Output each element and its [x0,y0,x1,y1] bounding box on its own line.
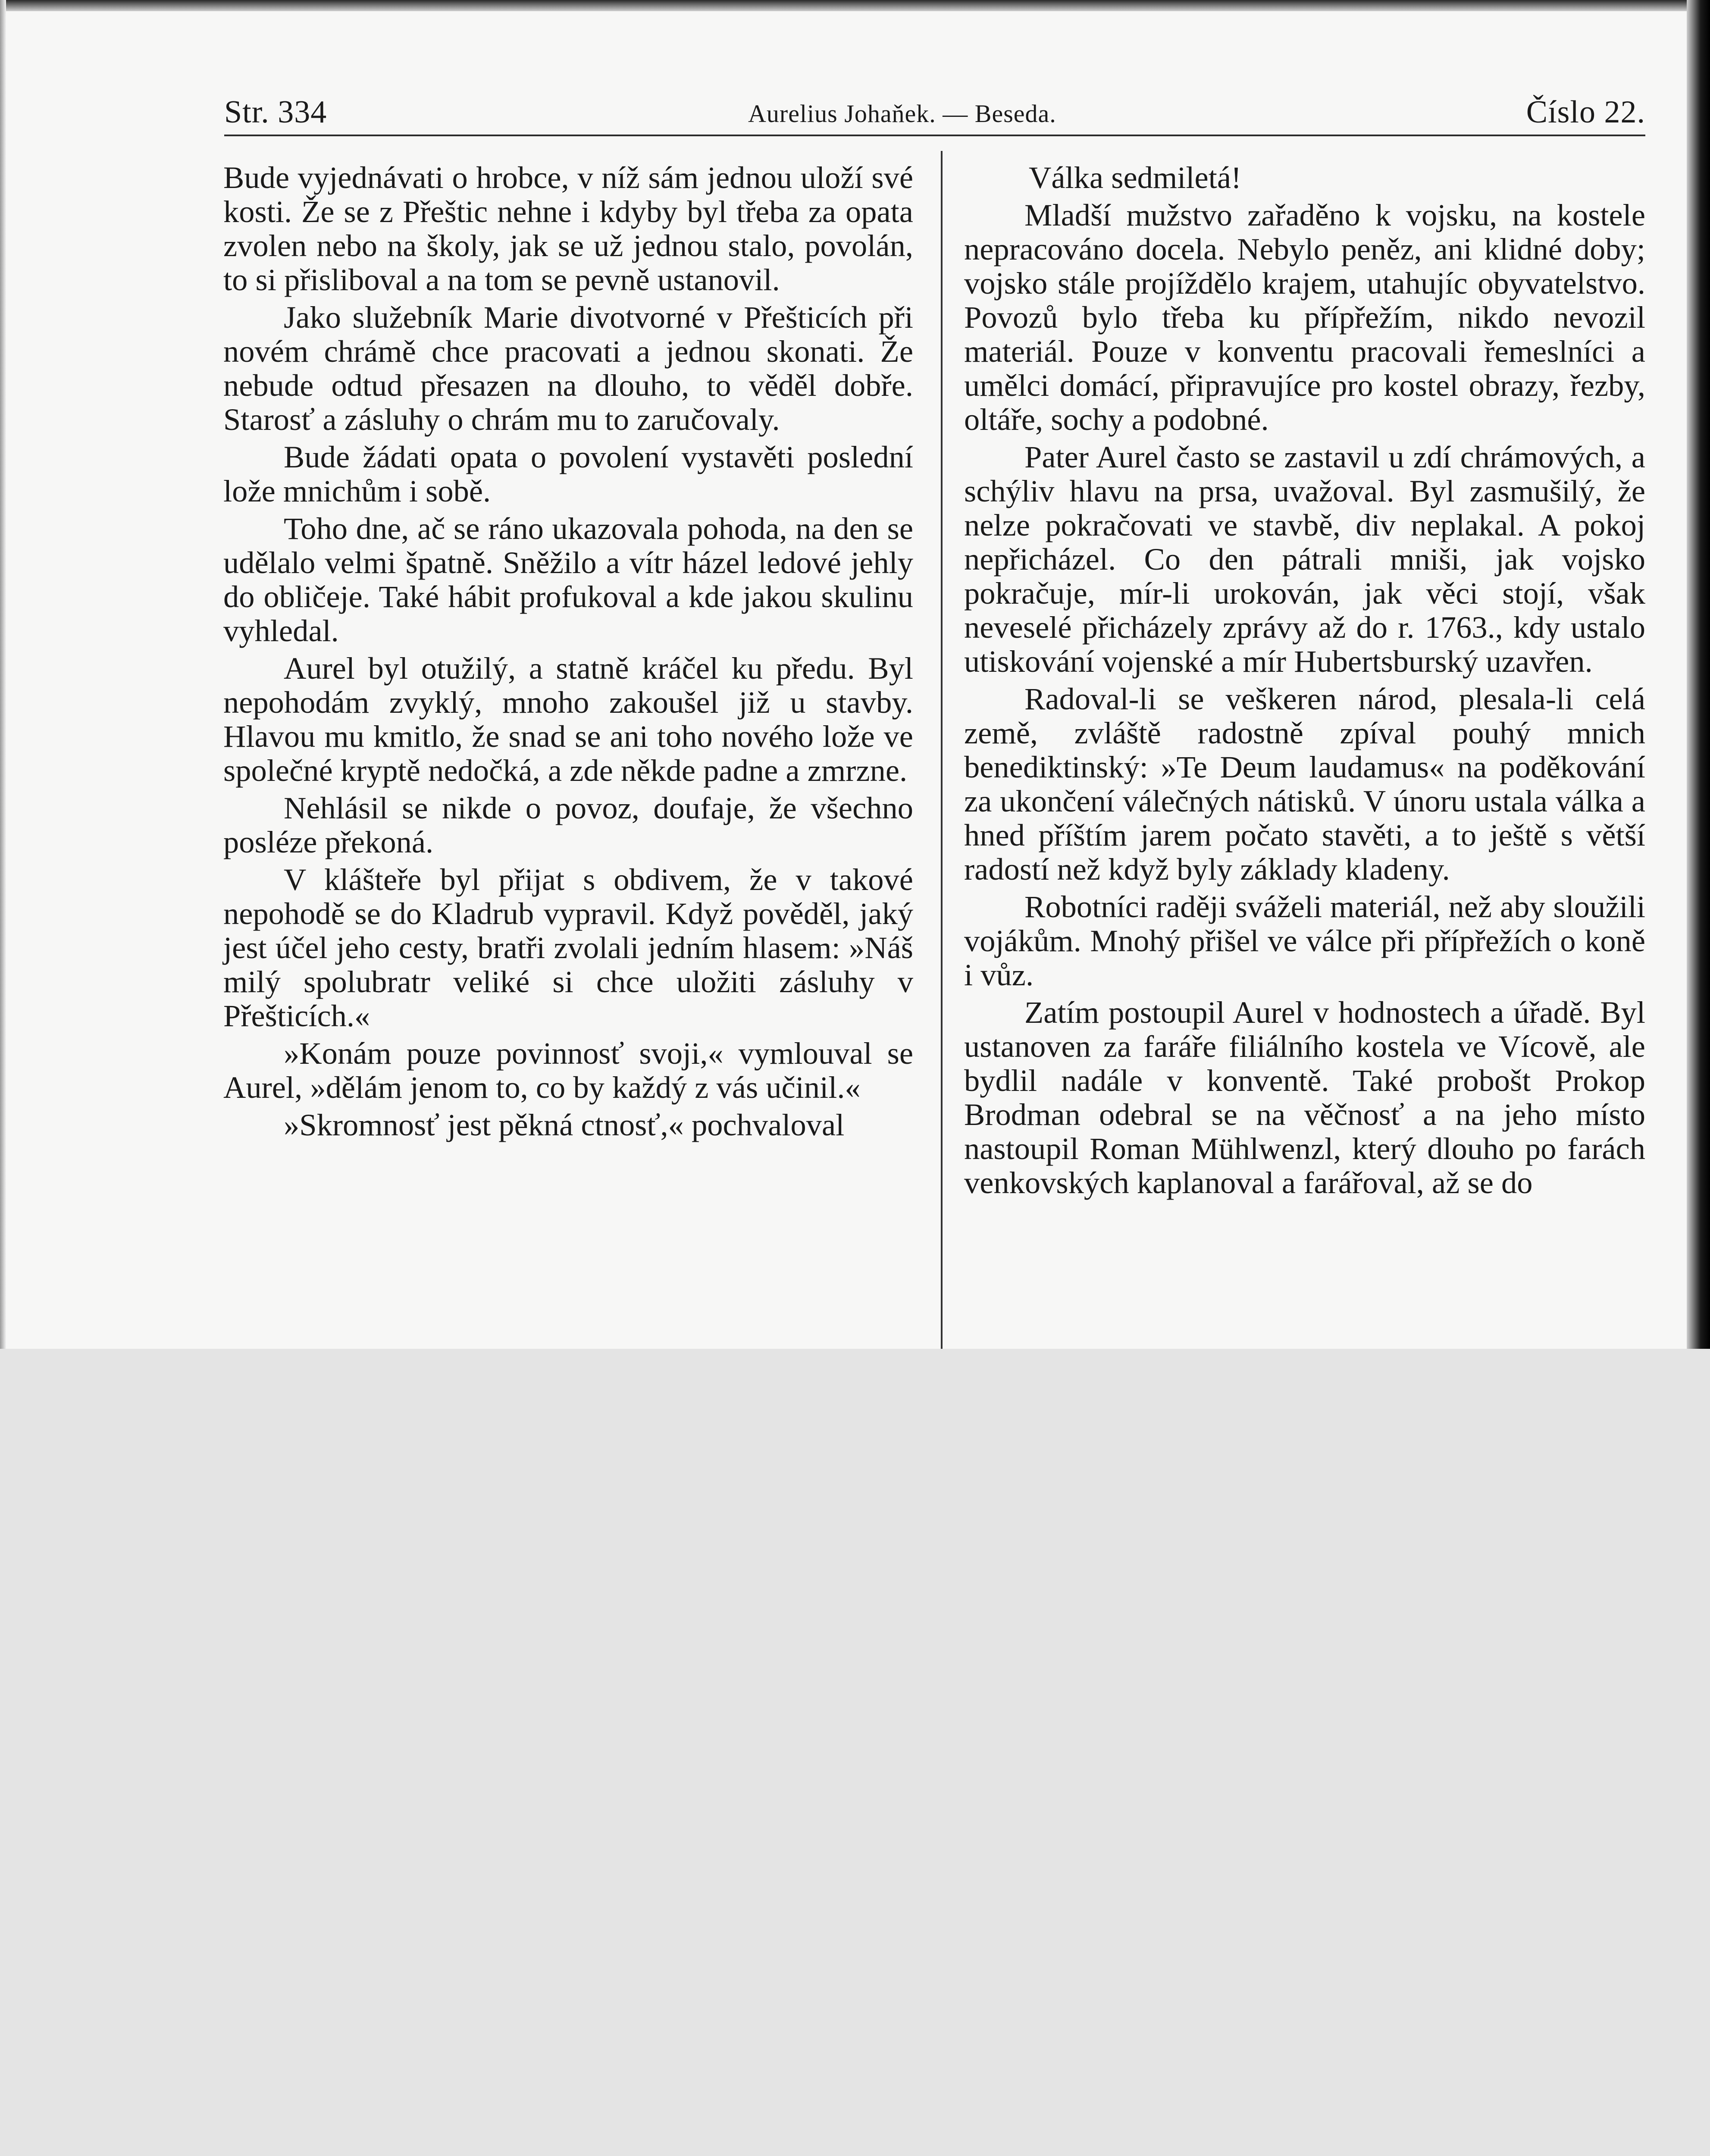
paragraph: Jako služebník Marie divotvorné v Přešticích při novém chrámě chce pracovati a jednou skonati. Že nebude odtud přesazen na dlouho, to věděl dobře. Starosť a zásluhy o chrám mu to zaručovaly. [223,300,913,437]
running-title: Aurelius Johaňek. — Beseda. [748,100,1056,128]
paragraph: Aurel byl otužilý, a statně kráčel ku předu. Byl nepohodám zvyklý, mnoho zakoušel již u stavby. Hlavou mu kmitlo, že snad se ani toho nového lože ve společné kryptě nedočká, a zde někde padne a zmrzne. [223,651,913,788]
paragraph: Bude žádati opata o povolení vystavěti poslední lože mnichům i sobě. [223,439,913,508]
paragraph: Robotníci raději sváželi materiál, než aby sloužili vojákům. Mnohý přišel ve válce při přípřežích o koně i vůz. [964,889,1645,992]
scan-edge-left [0,0,6,1349]
scan-edge-top [0,0,1710,11]
paragraph: Toho dne, ač se ráno ukazovala pohoda, na den se udělalo velmi špatně. Sněžilo a vítr házel ledové jehly do obličeje. Také hábit profukoval a kde jakou skulinu vyhledal. [223,511,913,648]
scan-edge-right [1687,0,1710,1349]
running-header [224,94,1645,133]
left-column [223,160,913,1145]
paragraph: »Skromnosť jest pěkná ctnosť,« pochvaloval [284,1107,845,1142]
column-divider [941,151,943,1349]
header-rule [224,135,1645,136]
paragraph: Radoval-li se veškeren národ, plesala-li celá země, zvláště radostně zpíval pouhý mnich benediktinský: »Te Deum laudamus« na poděkování za ukončení válečných nátisků. V únoru ustala válka a hned příštím jarem počato stavěti, a to ještě s větší radostí než když byly základy kladeny. [964,681,1645,887]
paragraph: Pater Aurel často se zastavil u zdí chrámových, a schýliv hlavu na prsa, uvažoval. Byl zasmušilý, že nelze pokračovati ve stavbě, div neplakal. A pokoj nepřicházel. Co den pátrali mniši, jak vojsko pokračuje, mír-li urokován, jak věci stojí, však neveselé přicházely zprávy až do r. 1763., kdy ustalo utiskování vojenské a mír Hubertsburský uzavřen. [964,439,1645,679]
right-column [964,160,1645,1203]
paragraph: Nehlásil se nikde o povoz, doufaje, že všechno posléze překoná. [223,790,913,859]
issue-number: Číslo 22. [1526,94,1645,130]
page-number: Str. 334 [224,94,327,130]
paragraph: Mladší mužstvo zařaděno k vojsku, na kostele nepracováno docela. Nebylo peněz, ani klidné doby; vojsko stále projíždělo krajem, utahujíc obyvatelstvo. Povozů bylo třeba ku přípřežím, nikdo nevozil materiál. Pouze v konventu pracovali řemeslníci a umělci domácí, připravujíce pro kostel obrazy, řezby, oltáře, sochy a podobné. [964,197,1645,437]
paragraph: V klášteře byl přijat s obdivem, že v takové nepohodě se do Kladrub vypravil. Když pověděl, jaký jest účel jeho cesty, bratři zvolali jedním hlasem: »Náš milý spolubratr veliké si chce uložiti zásluhy v Přešticích.« [223,862,913,1033]
paragraph: Bude vyjednávati o hrobce, v níž sám jednou uloží své kosti. Že se z Přeštic nehne i kdyby byl třeba za opata zvolen nebo na školy, jak se už jednou stalo, povolán, to si přisliboval a na tom se pevně ustanovil. [223,160,913,297]
paragraph: Zatím postoupil Aurel v hodnostech a úřadě. Byl ustanoven za faráře filiálního kostela ve Vícově, ale bydlil nadále v konventě. Také probošt Prokop Brodman odebral se na věčnosť a na jeho místo nastoupil Roman Mühlwenzl, který dlouho po farách venkovských kaplanoval a farářoval, až se do [964,995,1645,1200]
paragraph: »Konám pouze povinnosť svoji,« vymlouval se Aurel, »dělám jenom to, co by každý z vás učinil.« [223,1036,913,1105]
section-heading: Válka sedmiletá! [1029,160,1242,195]
